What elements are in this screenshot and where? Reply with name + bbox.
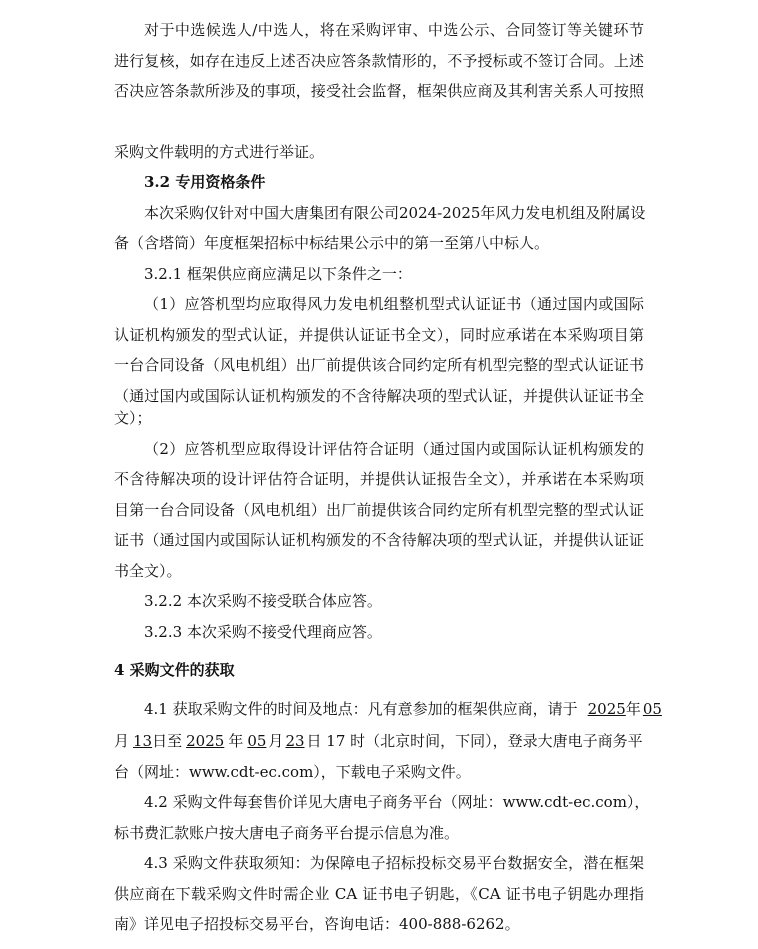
- date-month: 05: [247, 732, 267, 750]
- paragraph-line: 否决应答条款所涉及的事项，接受社会监督，框架供应商及其利害关系人可按照: [114, 82, 644, 100]
- paragraph-line: 标书费汇款账户按大唐电子商务平台提示信息为准。: [114, 824, 460, 842]
- text-run: 4.1 获取采购文件的时间及地点：凡有意参加的框架供应商，请于: [144, 700, 578, 718]
- paragraph-line: 南》详见电子招投标交易平台，咨询电话：400-888-6262。: [114, 915, 520, 933]
- date-month: 05: [642, 700, 662, 718]
- list-item-1-line: 一台合同设备（风电机组）出厂前提供该合同约定所有机型完整的型式认证证书: [114, 356, 644, 374]
- text-run: 月: [268, 732, 284, 750]
- paragraph-line: 进行复核，如存在违反上述否决应答条款情形的，不予授标或不签订合同。上述: [114, 52, 644, 70]
- list-item-1-line: （通过国内或国际认证机构颁发的不含待解决项的型式认证，并提供认证证书全: [114, 387, 644, 405]
- paragraph-line: [114, 731, 644, 751]
- paragraph-line: 4.2 采购文件每套售价详见大唐电子商务平台（网址：www.cdt-ec.com），: [144, 793, 650, 811]
- paragraph-line: 对于中选候选人/中选人，将在采购评审、中选公示、合同签订等关键环节: [144, 21, 644, 39]
- paragraph-line: 3.2.3 本次采购不接受代理商应答。: [144, 623, 382, 641]
- paragraph-line: 采购文件载明的方式进行举证。: [114, 143, 325, 161]
- date-day: 23: [285, 732, 305, 750]
- text-run: 日至: [152, 732, 183, 750]
- list-item-1-line: 认证机构颁发的型式认证，并提供认证证书全文），同时应承诺在本采购项目第: [114, 326, 644, 344]
- paragraph-line: 供应商在下载采购文件时需企业 CA 证书电子钥匙，《CA 证书电子钥匙办理指: [114, 885, 644, 903]
- text-run: 年: [625, 700, 641, 718]
- paragraph-line: 台（网址：www.cdt-ec.com），下载电子采购文件。: [114, 763, 471, 781]
- paragraph-line: 备（含塔筒）年度框架招标中标结果公示中的第一至第八中标人。: [114, 234, 550, 252]
- text-run: 年: [228, 732, 244, 750]
- list-item-1-line: 文）；: [114, 409, 152, 427]
- text-run: 月: [114, 732, 130, 750]
- list-item-2-line: 目第一台合同设备（风电机组）出厂前提供该合同约定所有机型完整的型式认证: [114, 501, 644, 519]
- text-run: 日 17 时（北京时间，下同），登录大唐电子商务平: [306, 732, 643, 750]
- list-item-2-line: 证书（通过国内或国际认证机构颁发的不含待解决项的型式认证，并提供认证证: [114, 531, 644, 549]
- list-item-1-line: （1）应答机型均应取得风力发电机组整机型式认证证书（通过国内或国际: [144, 295, 644, 313]
- paragraph-line: 3.2.2 本次采购不接受联合体应答。: [144, 592, 382, 610]
- paragraph-line: 本次采购仅针对中国大唐集团有限公司2024-2025年风力发电机组及附属设: [144, 204, 646, 222]
- paragraph-line: 3.2.1 框架供应商应满足以下条件之一：: [144, 265, 412, 283]
- section-heading-3-2: 3.2 专用资格条件: [144, 173, 266, 191]
- paragraph-line: 4.3 采购文件获取须知：为保障电子招标投标交易平台数据安全，潜在框架: [144, 854, 644, 872]
- paragraph-line-4-1: [144, 699, 662, 719]
- list-item-2-line: （2）应答机型应取得设计评估符合证明（通过国内或国际认证机构颁发的: [144, 440, 644, 458]
- date-year: 2025: [587, 700, 626, 718]
- date-day: 13: [133, 732, 153, 750]
- list-item-2-line: 不含待解决项的设计评估符合证明，并提供认证报告全文），并承诺在本采购项: [114, 470, 644, 488]
- list-item-2-line: 书全文）。: [114, 562, 182, 580]
- section-heading-4: 4 采购文件的获取: [114, 661, 235, 679]
- date-year: 2025: [186, 732, 225, 750]
